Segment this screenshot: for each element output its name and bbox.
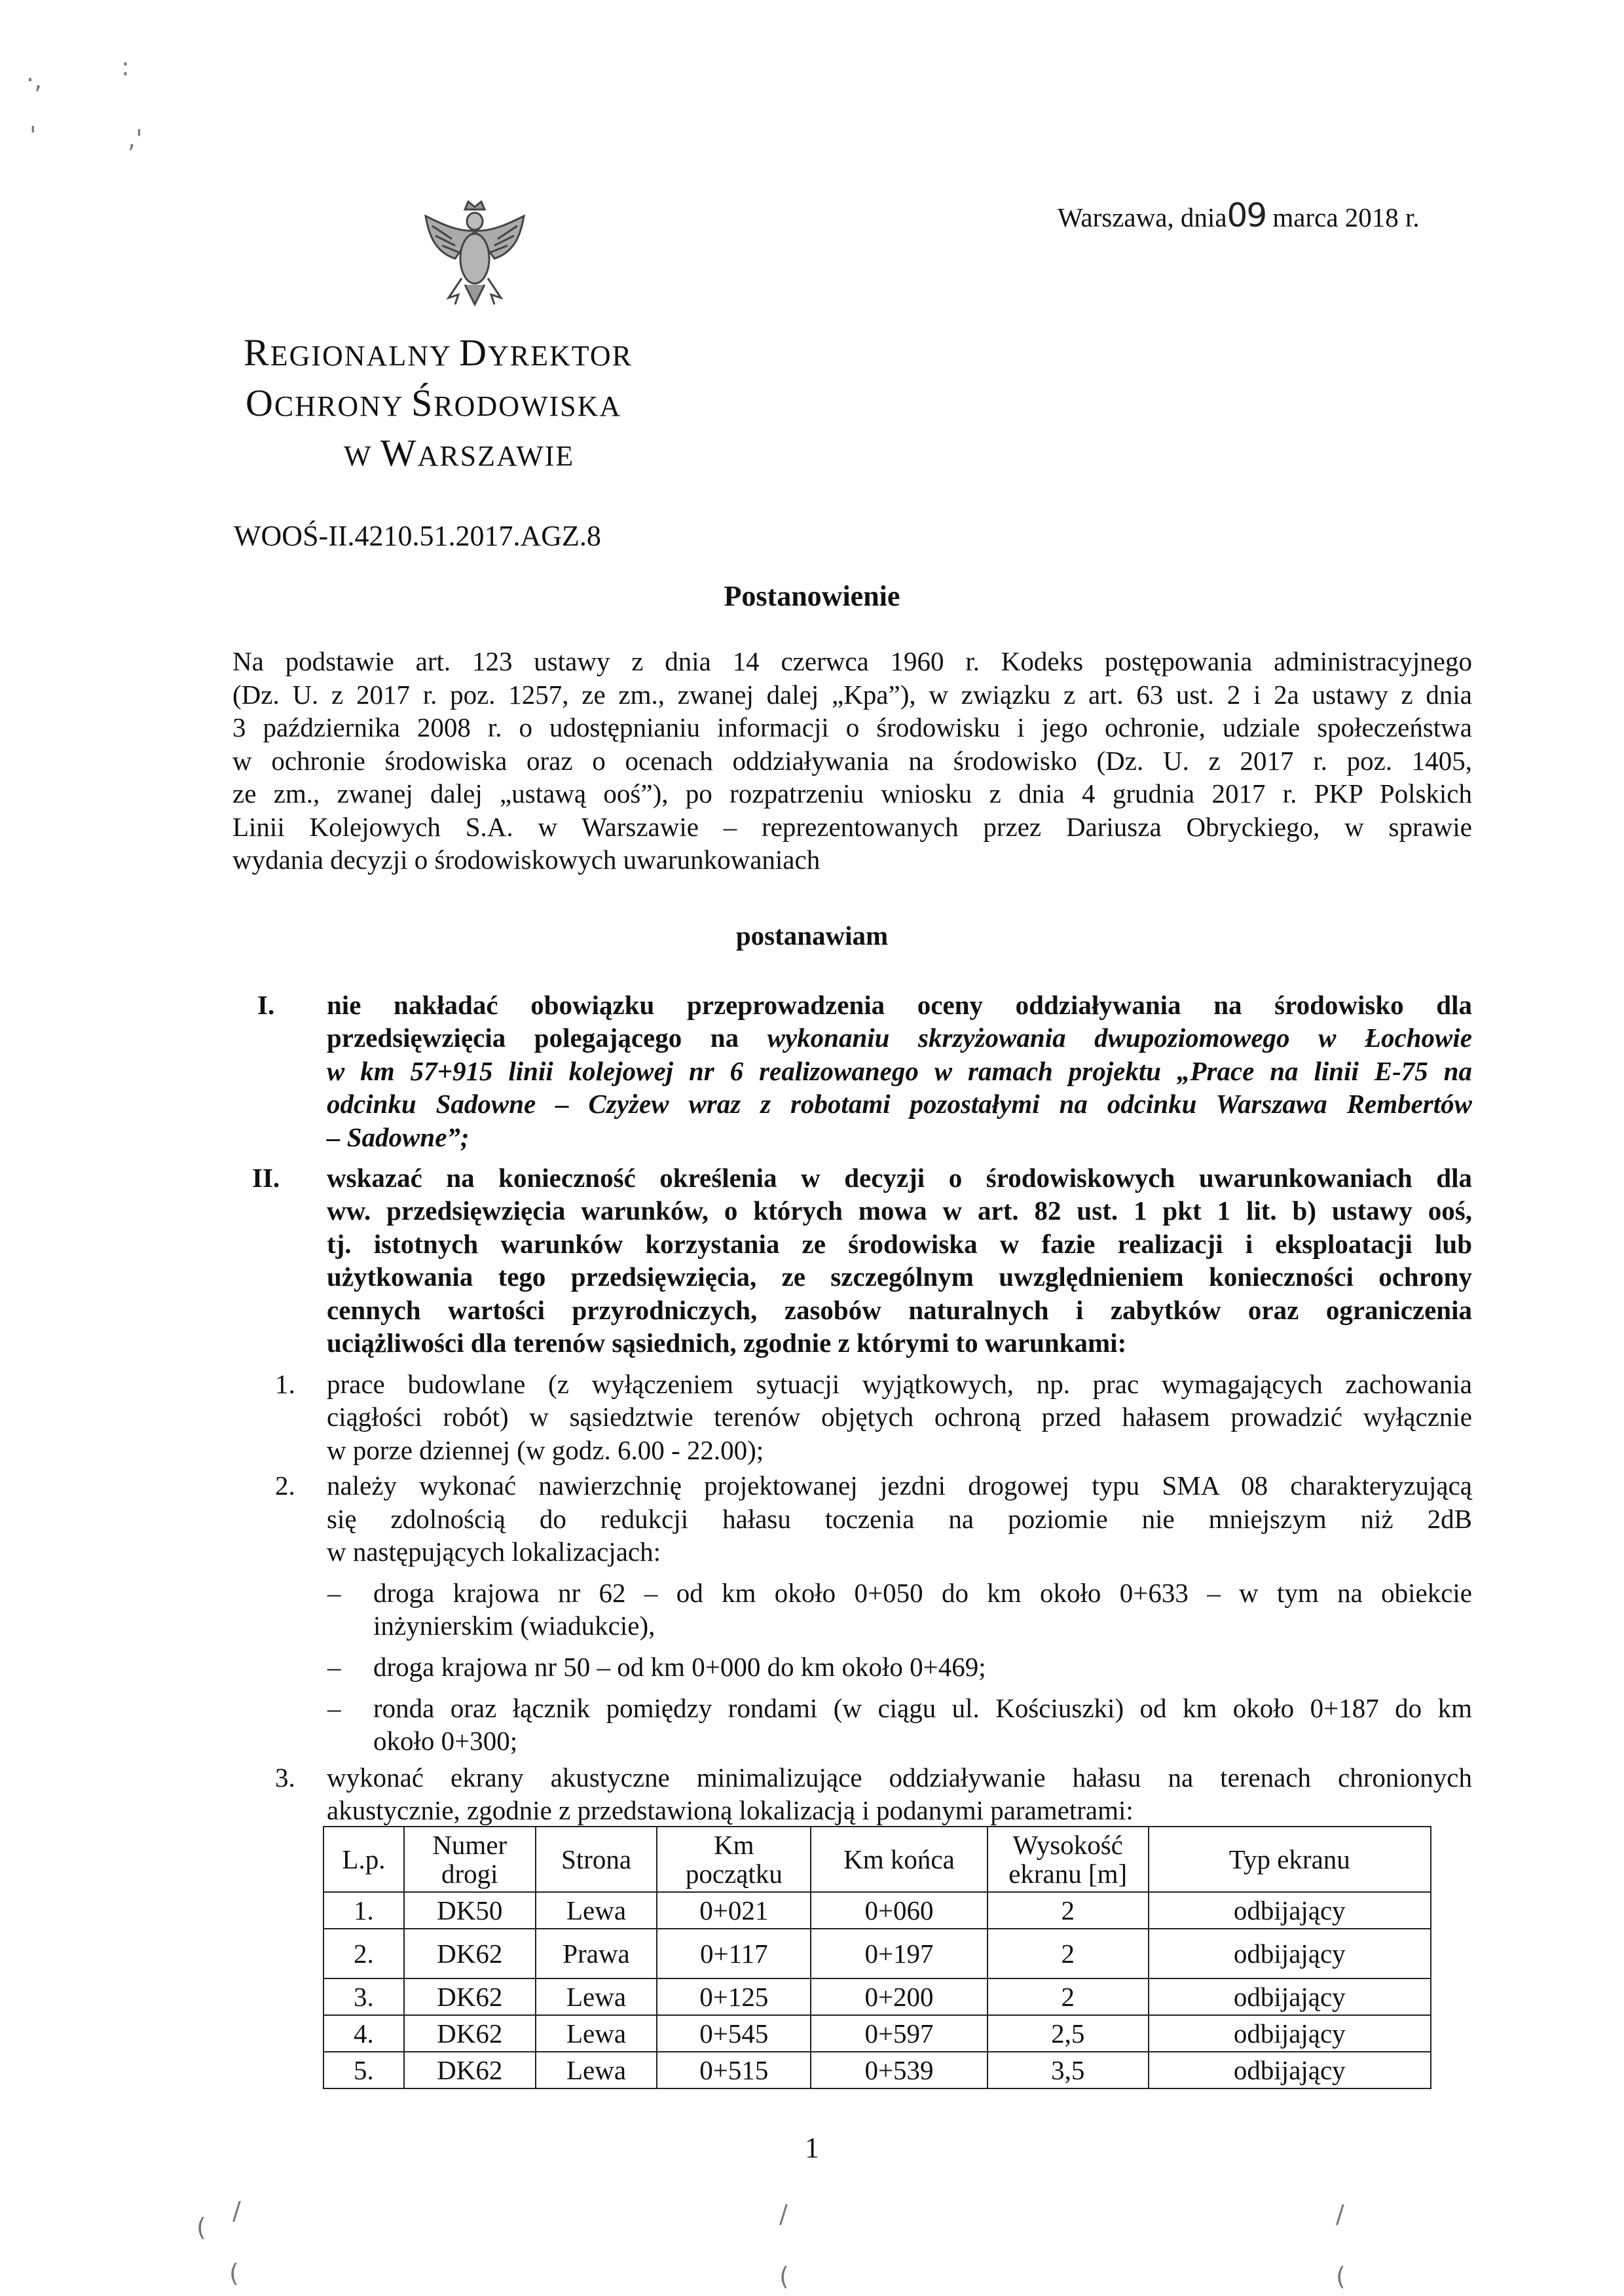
basis-line: Linii Kolejowych S.A. w Warszawie – reprezentowanych przez Dariusza Obryckiego, w sprawie [232,812,1472,842]
section-ii-line: użytkowania tego przedsięwzięcia, ze szczególnym uwzględnieniem konieczności ochrony [327,1262,1472,1292]
condition-line: akustycznie, zgodnie z przedstawioną lokalizacją i podanymi parametrami: [327,1795,1134,1825]
table-cell: 0+060 [811,1892,987,1929]
date-day-handwritten: 09 [1227,196,1266,234]
section-i-line: odcinku Sadowne – Czyżew wraz z robotami pozostałymi na odcinku Warszawa Rembertów [327,1089,1472,1119]
bullet-line: inżynierskim (wiadukcie), [373,1611,655,1641]
bullet-dash: – [327,1578,341,1608]
table-cell: odbijający [1149,1929,1431,1978]
table-row [323,2015,1431,2052]
section-ii-line: ww. przedsięwzięcia warunków, o których mowa w art. 82 ust. 1 pkt 1 lit. b) ustawy ooś, [327,1195,1472,1226]
column-header-barrier-type: Typ ekranu [1149,1827,1431,1892]
table-cell: Lewa [536,1892,657,1929]
table-cell: 2 [987,1978,1149,2015]
table-row [323,2052,1431,2088]
basis-line: 3 października 2008 r. o udostępnianiu informacji o środowisku i jego ochronie, udziale społeczeństwa [232,712,1472,742]
bullet-dash: – [327,1693,341,1723]
table-cell: 5. [323,2052,404,2088]
authority-line-2: OCHRONY ŚRODOWISKA [246,382,622,424]
table-row [323,1892,1431,1929]
condition-number: 3. [275,1762,295,1793]
table-header-row [323,1827,1431,1892]
section-i-line: nie nakładać obowiązku przeprowadzenia oceny oddziaływania na środowisko dla [327,990,1472,1020]
basis-line: w ochronie środowiska oraz o ocenach oddziaływania na środowisko (Dz. U. z 2017 r. poz. 1405, [232,746,1472,776]
scan-artifact: / [1336,2200,1344,2229]
section-i-line: przedsięwzięcia polegającego na wykonaniu skrzyżowania dwupoziomowego w Łochowie [327,1023,1472,1053]
condition-line: prace budowlane (z wyłączeniem sytuacji wyjątkowych, np. prac wymagających zachowania [327,1369,1472,1399]
authority-line-3: W WARSZAWIE [344,431,575,474]
polish-eagle-emblem-icon [419,196,530,311]
table-cell: 2. [323,1929,404,1978]
scan-artifact: ( [1336,2262,1346,2291]
table-cell: odbijający [1149,2015,1431,2052]
basis-line: wydania decyzji o środowiskowych uwarunkowaniach [232,845,821,875]
table-cell: DK62 [404,2015,536,2052]
scan-artifact: ,' [128,124,143,153]
table-row [323,1929,1431,1978]
table-cell: 0+125 [657,1978,811,2015]
table-cell: 1. [323,1892,404,1929]
column-header-road-number: Numer drogi [404,1827,536,1892]
table-cell: Lewa [536,1978,657,2015]
column-header-lp: L.p. [323,1827,404,1892]
table-cell: 2,5 [987,2015,1149,2052]
table-cell: DK50 [404,1892,536,1929]
table-cell: 0+197 [811,1929,987,1978]
section-ii-line: cennych wartości przyrodniczych, zasobów naturalnych i zabytków oraz ograniczenia [327,1295,1472,1325]
scan-artifact: / [232,2196,241,2225]
bullet-line: droga krajowa nr 50 – od km 0+000 do km około 0+469; [373,1652,986,1682]
table-cell: 3,5 [987,2052,1149,2088]
section-ii-line: wskazać na konieczność określenia w decyzji o środowiskowych uwarunkowaniach dla [327,1163,1472,1193]
table-cell: 2 [987,1892,1149,1929]
condition-number: 1. [275,1369,295,1399]
section-i-line: – Sadowne”; [327,1122,470,1152]
section-i-line: w km 57+915 linii kolejowej nr 6 realizowanego w ramach projektu „Prace na linii E-75 na [327,1056,1472,1086]
basis-line: Na podstawie art. 123 ustawy z dnia 14 czerwca 1960 r. Kodeks postępowania administracyjnego [232,646,1472,676]
table-cell: odbijający [1149,1978,1431,2015]
table-cell: 0+545 [657,2015,811,2052]
condition-line: się zdolnością do redukcji hałasu toczenia na poziomie nie mniejszym niż 2dB [327,1504,1472,1534]
noise-barrier-table [323,1826,1431,2089]
scan-artifact: ( [196,2213,206,2242]
table-cell: odbijający [1149,1892,1431,1929]
table-row [323,1978,1431,2015]
condition-line: w następujących lokalizacjach: [327,1537,661,1567]
basis-line: ze zm., zwanej dalej „ustawą ooś”), po rozpatrzeniu wniosku z dnia 4 grudnia 2017 r. PKP Polskich [232,778,1472,809]
table-cell: DK62 [404,1978,536,2015]
date-suffix: marca 2018 r. [1272,202,1420,232]
column-header-km-start: Km początku [657,1827,811,1892]
table-cell: Prawa [536,1929,657,1978]
section-ii-line: uciążliwości dla terenów sąsiednich, zgodnie z którymi to warunkami: [327,1328,1127,1358]
condition-line: w porze dziennej (w godz. 6.00 - 22.00); [327,1435,764,1465]
scan-artifact: ·, [26,65,43,94]
scan-artifact: ' [29,121,37,150]
table-cell: 0+515 [657,2052,811,2088]
table-cell: Lewa [536,2052,657,2088]
scan-artifact: ( [229,2259,239,2287]
decree-heading: postanawiam [735,920,889,951]
date-prefix: Warszawa, dnia [1058,202,1227,232]
table-cell: 3. [323,1978,404,2015]
document-title: Postanowienie [724,580,900,612]
bullet-dash: – [327,1652,341,1682]
table-cell: Lewa [536,2015,657,2052]
condition-line: wykonać ekrany akustyczne minimalizujące oddziaływanie hałasu na terenach chronionych [327,1762,1472,1793]
bullet-line: około 0+300; [373,1726,518,1756]
section-numeral-i: I. [257,990,275,1020]
condition-line: ciągłości robót) w sąsiedztwie terenów objętych ochroną przed hałasem prowadzić wyłącznie [327,1402,1472,1432]
table-cell: 0+539 [811,2052,987,2088]
section-ii-line: tj. istotnych warunków korzystania ze środowiska w fazie realizacji i eksploatacji lub [327,1229,1472,1259]
column-header-barrier-height: Wysokość ekranu [m] [987,1827,1149,1892]
table-cell: odbijający [1149,2052,1431,2088]
bullet-line: ronda oraz łącznik pomiędzy rondami (w ciągu ul. Kościuszki) od km około 0+187 do km [373,1693,1472,1723]
page-number: 1 [805,2132,819,2164]
table-cell: 0+117 [657,1929,811,1978]
table-cell: 0+021 [657,1892,811,1929]
basis-line: (Dz. U. z 2017 r. poz. 1257, ze zm., zwanej dalej „Kpa”), w związku z art. 63 ust. 2 i 2a ustawy z dnia [232,680,1472,710]
authority-line-1: REGIONALNY DYREKTOR [244,331,633,374]
table-cell: 2 [987,1929,1149,1978]
table-cell: DK62 [404,2052,536,2088]
condition-number: 2. [275,1470,295,1501]
scan-artifact: ( [779,2262,789,2291]
scan-artifact: / [779,2200,788,2229]
column-header-side: Strona [536,1827,657,1892]
document-date [1058,196,1477,234]
table-cell: DK62 [404,1929,536,1978]
table-cell: 4. [323,2015,404,2052]
bullet-line: droga krajowa nr 62 – od km około 0+050 do km około 0+633 – w tym na obiekcie [373,1578,1472,1608]
column-header-km-end: Km końca [811,1827,987,1892]
table-cell: 0+200 [811,1978,987,2015]
condition-line: należy wykonać nawierzchnię projektowanej jezdni drogowej typu SMA 08 charakteryzującą [327,1470,1472,1501]
section-numeral-ii: II. [252,1163,280,1193]
table-cell: 0+597 [811,2015,987,2052]
case-reference: WOOŚ-II.4210.51.2017.AGZ.8 [234,520,601,552]
scan-artifact: : [121,52,130,81]
